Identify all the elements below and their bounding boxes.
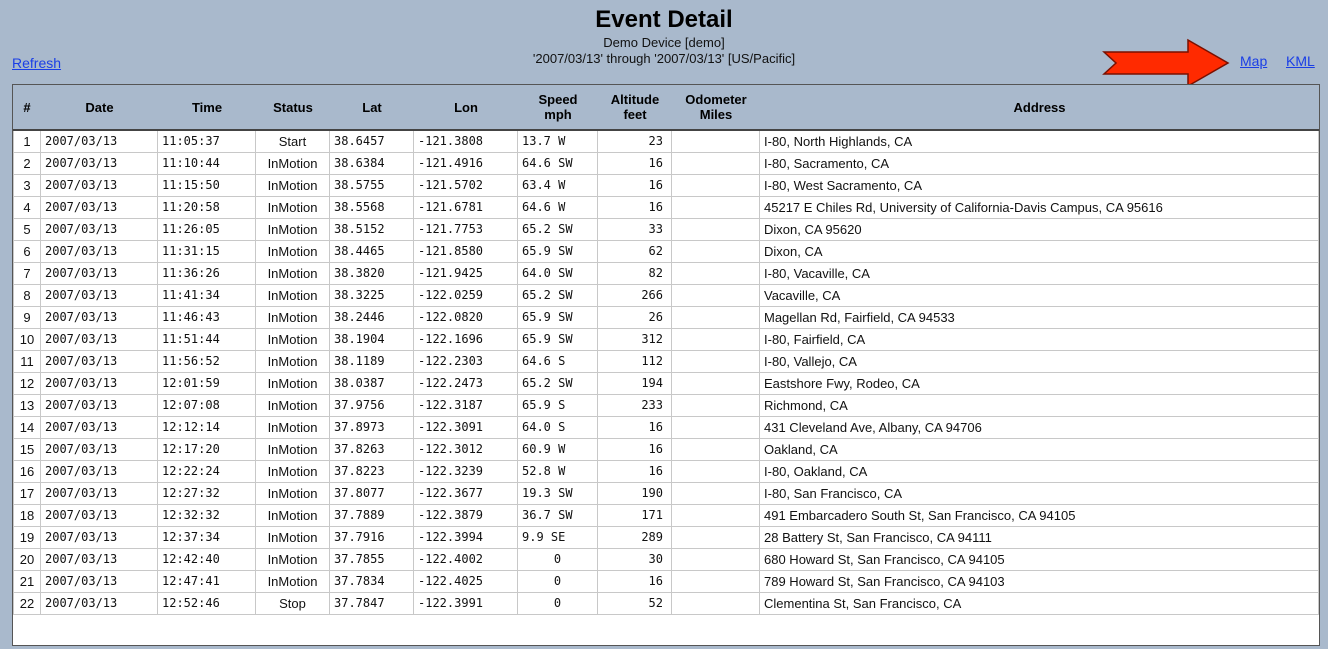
cell-lat: 38.4465	[330, 241, 414, 263]
cell-status: InMotion	[256, 307, 330, 329]
cell-altitude: 112	[598, 351, 672, 373]
cell-address: I-80, Sacramento, CA	[760, 153, 1319, 175]
cell-status: InMotion	[256, 219, 330, 241]
cell-status: Stop	[256, 593, 330, 615]
cell-time: 12:07:08	[158, 395, 256, 417]
cell-altitude: 289	[598, 527, 672, 549]
cell-address: I-80, Vallejo, CA	[760, 351, 1319, 373]
cell-time: 11:36:26	[158, 263, 256, 285]
cell-time: 12:47:41	[158, 571, 256, 593]
cell-speed: 13.7 W	[518, 131, 598, 153]
cell-address: Clementina St, San Francisco, CA	[760, 593, 1319, 615]
cell-lat: 37.7916	[330, 527, 414, 549]
cell-lon: -122.2473	[414, 373, 518, 395]
table-row	[13, 285, 1319, 307]
cell-speed: 65.9 SW	[518, 329, 598, 351]
cell-odometer	[672, 131, 760, 153]
column-header	[256, 85, 330, 131]
cell-time: 12:37:34	[158, 527, 256, 549]
cell-odometer	[672, 373, 760, 395]
cell-lat: 38.0387	[330, 373, 414, 395]
cell-lon: -122.3677	[414, 483, 518, 505]
cell-speed: 52.8 W	[518, 461, 598, 483]
cell-odometer	[672, 219, 760, 241]
cell-status: InMotion	[256, 329, 330, 351]
column-header	[13, 85, 41, 131]
page-title: Event Detail	[595, 6, 733, 33]
cell-lon: -122.3091	[414, 417, 518, 439]
cell-odometer	[672, 571, 760, 593]
column-header	[518, 85, 598, 131]
row-index: 20	[13, 549, 41, 571]
column-header	[598, 85, 672, 131]
cell-odometer	[672, 197, 760, 219]
row-index: 5	[13, 219, 41, 241]
cell-time: 12:32:32	[158, 505, 256, 527]
cell-status: InMotion	[256, 527, 330, 549]
cell-altitude: 16	[598, 439, 672, 461]
row-index: 15	[13, 439, 41, 461]
cell-odometer	[672, 307, 760, 329]
column-header	[672, 85, 760, 131]
map-link[interactable]: Map	[1240, 53, 1268, 69]
cell-speed: 65.9 S	[518, 395, 598, 417]
cell-odometer	[672, 505, 760, 527]
cell-altitude: 82	[598, 263, 672, 285]
cell-date: 2007/03/13	[41, 571, 158, 593]
cell-lat: 38.5568	[330, 197, 414, 219]
cell-time: 12:12:14	[158, 417, 256, 439]
cell-odometer	[672, 351, 760, 373]
cell-date: 2007/03/13	[41, 549, 158, 571]
table-row	[13, 241, 1319, 263]
cell-altitude: 16	[598, 175, 672, 197]
cell-odometer	[672, 439, 760, 461]
cell-date: 2007/03/13	[41, 241, 158, 263]
cell-lat: 37.8223	[330, 461, 414, 483]
table-body	[13, 131, 1319, 615]
cell-date: 2007/03/13	[41, 461, 158, 483]
cell-date: 2007/03/13	[41, 505, 158, 527]
cell-address: Dixon, CA	[760, 241, 1319, 263]
cell-odometer	[672, 241, 760, 263]
cell-odometer	[672, 153, 760, 175]
cell-speed: 64.6 S	[518, 351, 598, 373]
cell-lon: -122.4002	[414, 549, 518, 571]
cell-address: Eastshore Fwy, Rodeo, CA	[760, 373, 1319, 395]
cell-lon: -122.0259	[414, 285, 518, 307]
cell-lon: -121.6781	[414, 197, 518, 219]
cell-lat: 38.5755	[330, 175, 414, 197]
cell-address: I-80, Oakland, CA	[760, 461, 1319, 483]
row-index: 13	[13, 395, 41, 417]
cell-altitude: 233	[598, 395, 672, 417]
row-index: 1	[13, 131, 41, 153]
cell-time: 11:15:50	[158, 175, 256, 197]
cell-address: 45217 E Chiles Rd, University of California-Davis Campus, CA 95616	[760, 197, 1319, 219]
cell-lat: 38.5152	[330, 219, 414, 241]
table-row	[13, 593, 1319, 615]
cell-speed: 65.9 SW	[518, 241, 598, 263]
cell-address: Richmond, CA	[760, 395, 1319, 417]
cell-address: 789 Howard St, San Francisco, CA 94103	[760, 571, 1319, 593]
cell-date: 2007/03/13	[41, 593, 158, 615]
row-index: 14	[13, 417, 41, 439]
table-header-row	[13, 85, 1319, 131]
row-index: 4	[13, 197, 41, 219]
device-name: Demo Device [demo]	[603, 35, 725, 50]
row-index: 2	[13, 153, 41, 175]
cell-speed: 65.2 SW	[518, 219, 598, 241]
cell-speed: 0	[518, 571, 598, 593]
cell-speed: 19.3 SW	[518, 483, 598, 505]
cell-address: I-80, Vacaville, CA	[760, 263, 1319, 285]
cell-address: I-80, Fairfield, CA	[760, 329, 1319, 351]
column-header	[760, 85, 1319, 131]
cell-lat: 37.7889	[330, 505, 414, 527]
cell-altitude: 16	[598, 417, 672, 439]
cell-lon: -122.3991	[414, 593, 518, 615]
cell-speed: 64.0 S	[518, 417, 598, 439]
cell-time: 11:20:58	[158, 197, 256, 219]
cell-status: InMotion	[256, 417, 330, 439]
cell-odometer	[672, 329, 760, 351]
cell-altitude: 52	[598, 593, 672, 615]
cell-altitude: 171	[598, 505, 672, 527]
column-header-label: Address	[1013, 99, 1066, 115]
row-index: 19	[13, 527, 41, 549]
kml-link[interactable]: KML	[1286, 53, 1315, 69]
table-row	[13, 395, 1319, 417]
cell-date: 2007/03/13	[41, 175, 158, 197]
cell-lon: -121.3808	[414, 131, 518, 153]
cell-date: 2007/03/13	[41, 197, 158, 219]
cell-status: InMotion	[256, 373, 330, 395]
cell-odometer	[672, 483, 760, 505]
column-header-unit: feet	[623, 107, 647, 122]
cell-lat: 38.6457	[330, 131, 414, 153]
column-header	[158, 85, 256, 131]
row-index: 3	[13, 175, 41, 197]
table-row	[13, 131, 1319, 153]
cell-status: Start	[256, 131, 330, 153]
cell-time: 11:41:34	[158, 285, 256, 307]
row-index: 8	[13, 285, 41, 307]
cell-date: 2007/03/13	[41, 307, 158, 329]
cell-lon: -122.3879	[414, 505, 518, 527]
cell-status: InMotion	[256, 439, 330, 461]
cell-speed: 60.9 W	[518, 439, 598, 461]
row-index: 17	[13, 483, 41, 505]
cell-altitude: 194	[598, 373, 672, 395]
table-row	[13, 263, 1319, 285]
cell-date: 2007/03/13	[41, 131, 158, 153]
page-header	[0, 0, 1328, 80]
cell-address: 431 Cleveland Ave, Albany, CA 94706	[760, 417, 1319, 439]
cell-speed: 65.2 SW	[518, 285, 598, 307]
cell-altitude: 266	[598, 285, 672, 307]
cell-status: InMotion	[256, 505, 330, 527]
cell-altitude: 16	[598, 197, 672, 219]
cell-status: InMotion	[256, 571, 330, 593]
cell-altitude: 26	[598, 307, 672, 329]
cell-lon: -122.2303	[414, 351, 518, 373]
cell-odometer	[672, 549, 760, 571]
cell-lon: -122.4025	[414, 571, 518, 593]
cell-status: InMotion	[256, 197, 330, 219]
event-table	[13, 85, 1319, 615]
cell-altitude: 190	[598, 483, 672, 505]
cell-status: InMotion	[256, 395, 330, 417]
table-row	[13, 505, 1319, 527]
cell-speed: 36.7 SW	[518, 505, 598, 527]
cell-lat: 37.7855	[330, 549, 414, 571]
cell-address: 28 Battery St, San Francisco, CA 94111	[760, 527, 1319, 549]
cell-time: 12:17:20	[158, 439, 256, 461]
cell-address: Oakland, CA	[760, 439, 1319, 461]
cell-speed: 64.0 SW	[518, 263, 598, 285]
cell-address: Vacaville, CA	[760, 285, 1319, 307]
event-table-container	[12, 84, 1320, 646]
row-index: 12	[13, 373, 41, 395]
cell-date: 2007/03/13	[41, 329, 158, 351]
cell-date: 2007/03/13	[41, 483, 158, 505]
cell-lon: -121.5702	[414, 175, 518, 197]
table-row	[13, 527, 1319, 549]
column-header-label: Lon	[454, 99, 478, 115]
cell-lat: 38.3225	[330, 285, 414, 307]
row-index: 7	[13, 263, 41, 285]
column-header-label: Altitude	[610, 92, 660, 107]
cell-odometer	[672, 175, 760, 197]
cell-status: InMotion	[256, 351, 330, 373]
cell-date: 2007/03/13	[41, 373, 158, 395]
row-index: 10	[13, 329, 41, 351]
cell-time: 11:05:37	[158, 131, 256, 153]
cell-altitude: 33	[598, 219, 672, 241]
column-header-unit: Miles	[699, 107, 733, 122]
date-range: '2007/03/13' through '2007/03/13' [US/Pacific]	[532, 51, 796, 66]
cell-speed: 0	[518, 593, 598, 615]
cell-speed: 65.9 SW	[518, 307, 598, 329]
cell-time: 11:10:44	[158, 153, 256, 175]
table-row	[13, 329, 1319, 351]
cell-address: 491 Embarcadero South St, San Francisco, CA 94105	[760, 505, 1319, 527]
cell-date: 2007/03/13	[41, 439, 158, 461]
cell-date: 2007/03/13	[41, 417, 158, 439]
column-header	[41, 85, 158, 131]
table-row	[13, 439, 1319, 461]
cell-address: I-80, North Highlands, CA	[760, 131, 1319, 153]
row-index: 22	[13, 593, 41, 615]
cell-lat: 37.8973	[330, 417, 414, 439]
table-row	[13, 549, 1319, 571]
cell-speed: 64.6 W	[518, 197, 598, 219]
cell-lon: -122.3187	[414, 395, 518, 417]
column-header-label: Time	[191, 99, 223, 115]
cell-date: 2007/03/13	[41, 153, 158, 175]
cell-status: InMotion	[256, 285, 330, 307]
column-header-unit: mph	[544, 107, 572, 122]
cell-speed: 65.2 SW	[518, 373, 598, 395]
cell-speed: 63.4 W	[518, 175, 598, 197]
cell-lat: 37.7834	[330, 571, 414, 593]
column-header	[330, 85, 414, 131]
cell-status: InMotion	[256, 461, 330, 483]
cell-status: InMotion	[256, 483, 330, 505]
cell-odometer	[672, 395, 760, 417]
column-header	[414, 85, 518, 131]
cell-speed: 9.9 SE	[518, 527, 598, 549]
row-index: 11	[13, 351, 41, 373]
cell-lon: -121.9425	[414, 263, 518, 285]
cell-lon: -121.8580	[414, 241, 518, 263]
table-row	[13, 197, 1319, 219]
cell-odometer	[672, 417, 760, 439]
column-header-label: Odometer	[685, 92, 747, 107]
cell-time: 11:26:05	[158, 219, 256, 241]
cell-altitude: 16	[598, 571, 672, 593]
cell-odometer	[672, 461, 760, 483]
cell-lat: 38.2446	[330, 307, 414, 329]
cell-odometer	[672, 593, 760, 615]
column-header-label: Speed	[538, 92, 578, 107]
cell-date: 2007/03/13	[41, 263, 158, 285]
table-row	[13, 351, 1319, 373]
table-row	[13, 307, 1319, 329]
row-index: 6	[13, 241, 41, 263]
cell-status: InMotion	[256, 549, 330, 571]
cell-status: InMotion	[256, 175, 330, 197]
cell-altitude: 16	[598, 461, 672, 483]
cell-date: 2007/03/13	[41, 219, 158, 241]
table-row	[13, 373, 1319, 395]
cell-date: 2007/03/13	[41, 351, 158, 373]
column-header-label: #	[23, 99, 31, 115]
cell-odometer	[672, 285, 760, 307]
cell-time: 11:56:52	[158, 351, 256, 373]
table-row	[13, 175, 1319, 197]
cell-address: Magellan Rd, Fairfield, CA 94533	[760, 307, 1319, 329]
cell-time: 11:51:44	[158, 329, 256, 351]
column-header-label: Date	[85, 99, 114, 115]
cell-time: 12:27:32	[158, 483, 256, 505]
cell-address: Dixon, CA 95620	[760, 219, 1319, 241]
cell-altitude: 23	[598, 131, 672, 153]
cell-lat: 37.8263	[330, 439, 414, 461]
cell-odometer	[672, 527, 760, 549]
cell-lat: 38.1904	[330, 329, 414, 351]
cell-time: 11:46:43	[158, 307, 256, 329]
cell-lat: 37.7847	[330, 593, 414, 615]
cell-altitude: 16	[598, 153, 672, 175]
row-index: 21	[13, 571, 41, 593]
cell-status: InMotion	[256, 263, 330, 285]
cell-date: 2007/03/13	[41, 285, 158, 307]
cell-speed: 64.6 SW	[518, 153, 598, 175]
cell-date: 2007/03/13	[41, 395, 158, 417]
cell-date: 2007/03/13	[41, 527, 158, 549]
cell-address: 680 Howard St, San Francisco, CA 94105	[760, 549, 1319, 571]
cell-lat: 38.6384	[330, 153, 414, 175]
cell-lat: 38.3820	[330, 263, 414, 285]
cell-altitude: 62	[598, 241, 672, 263]
cell-lon: -121.7753	[414, 219, 518, 241]
column-header-label: Lat	[362, 99, 382, 115]
cell-time: 11:31:15	[158, 241, 256, 263]
cell-time: 12:22:24	[158, 461, 256, 483]
row-index: 18	[13, 505, 41, 527]
table-row	[13, 417, 1319, 439]
cell-time: 12:01:59	[158, 373, 256, 395]
cell-lat: 37.9756	[330, 395, 414, 417]
table-row	[13, 153, 1319, 175]
cell-lon: -121.4916	[414, 153, 518, 175]
cell-lat: 37.8077	[330, 483, 414, 505]
cell-status: InMotion	[256, 241, 330, 263]
row-index: 16	[13, 461, 41, 483]
cell-address: I-80, West Sacramento, CA	[760, 175, 1319, 197]
refresh-link[interactable]: Refresh	[12, 55, 62, 71]
cell-time: 12:52:46	[158, 593, 256, 615]
column-header-label: Status	[273, 99, 313, 115]
table-row	[13, 219, 1319, 241]
cell-lat: 38.1189	[330, 351, 414, 373]
cell-speed: 0	[518, 549, 598, 571]
cell-lon: -122.3994	[414, 527, 518, 549]
cell-odometer	[672, 263, 760, 285]
cell-altitude: 30	[598, 549, 672, 571]
cell-time: 12:42:40	[158, 549, 256, 571]
table-row	[13, 461, 1319, 483]
arrow-right-icon	[1100, 38, 1230, 88]
cell-altitude: 312	[598, 329, 672, 351]
cell-status: InMotion	[256, 153, 330, 175]
cell-lon: -122.3012	[414, 439, 518, 461]
cell-lon: -122.1696	[414, 329, 518, 351]
cell-lon: -122.0820	[414, 307, 518, 329]
cell-address: I-80, San Francisco, CA	[760, 483, 1319, 505]
table-row	[13, 483, 1319, 505]
table-row	[13, 571, 1319, 593]
row-index: 9	[13, 307, 41, 329]
cell-lon: -122.3239	[414, 461, 518, 483]
